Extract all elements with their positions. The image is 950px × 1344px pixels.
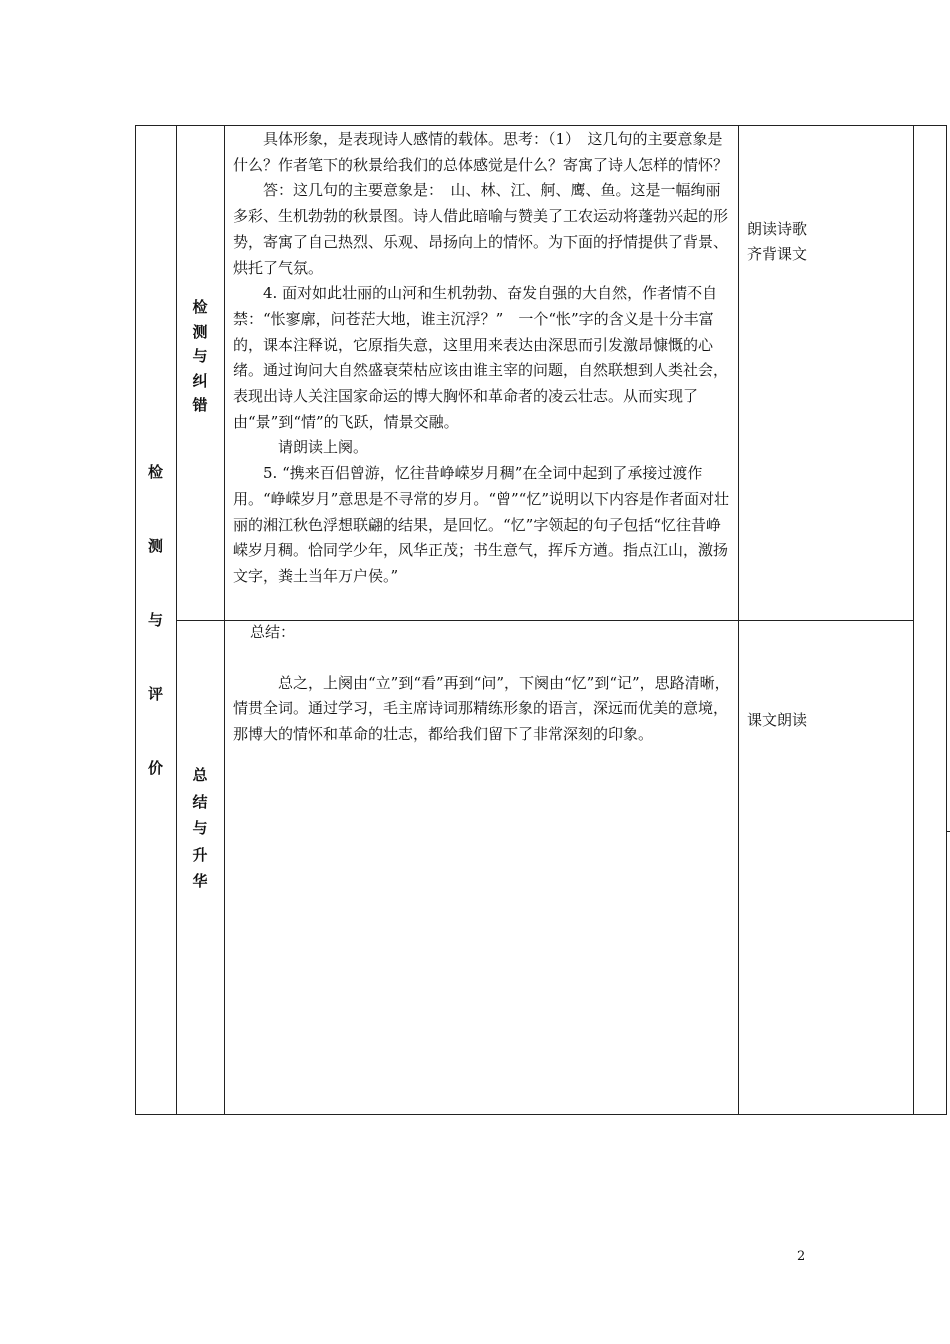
content-paragraph: 具体形象，是表现诗人感情的载体。思考：（1） 这几句的主要意象是什么？作者笔下的秋景给我们的总体感觉是什么？寄寓了诗人怎样的情怀？ <box>233 130 729 174</box>
section-label-char: 测 <box>147 537 163 555</box>
content-paragraph: 4. 面对如此壮丽的山河和生机勃勃、奋发自强的大自然，作者情不自禁：“怅寥廓，问苍茫大地，谁主沉浮？” 一个“怅”字的含义是十分丰富的，课本注释说，它原指失意，这里用来表达由深思而引发激昂慷慨的心绪。通过询问大自然盛衰荣枯应该由谁主宰的问题，自然联想到人类社会，表现出诗人关注国家命运的博大胸怀和革命者的凌云壮志。从而实现了由“景”到“情”的飞跃，情景交融。 <box>233 284 729 431</box>
section-label-char: 与 <box>147 611 163 629</box>
stage-label-char: 与 <box>192 347 208 365</box>
activity-line: 齐背课文 <box>747 245 808 263</box>
section-label-char: 评 <box>147 685 163 703</box>
stage-label-char: 结 <box>192 792 208 811</box>
table-edge <box>914 1114 946 1115</box>
content-paragraph: 请朗读上阕。 <box>278 438 369 457</box>
stage-label-char: 纠 <box>192 371 208 390</box>
stage-label-char: 错 <box>192 396 208 414</box>
activity-line: 朗读诗歌 <box>747 220 808 238</box>
table-edge <box>946 125 947 1115</box>
stage-label-char: 总 <box>192 766 208 784</box>
content-paragraph: 答：这几句的主要意象是： 山、林、江、舸、鹰、鱼。这是一幅绚丽多彩、生机勃勃的秋景图。诗人借此暗喻与赞美了工农运动将蓬勃兴起的形势，寄寓了自己热烈、乐观、昂扬向上的情怀。为下面的抒情提供了背景、烘托了气氛。 <box>233 181 729 277</box>
stage-label-char: 华 <box>192 872 208 890</box>
row-summary-activity <box>747 708 907 733</box>
table-edge <box>946 831 950 832</box>
row-check-activity <box>747 217 907 267</box>
stage-label-char: 检 <box>192 298 208 316</box>
section-label-char: 价 <box>147 759 163 777</box>
stage-label-check <box>176 295 224 418</box>
stage-label-char: 与 <box>192 819 208 837</box>
section-label <box>136 461 175 831</box>
activity-line: 课文朗读 <box>747 711 808 729</box>
row-summary-content <box>233 620 730 748</box>
stage-label-char: 升 <box>192 845 208 864</box>
row-check-content <box>233 127 730 590</box>
stage-label-char: 测 <box>192 322 208 341</box>
table-edge <box>914 125 946 126</box>
summary-heading: 总结： <box>250 623 296 641</box>
section-label-char: 检 <box>147 463 163 481</box>
content-paragraph: 5. “携来百侣曾游，忆往昔峥嵘岁月稠”在全词中起到了承接过渡作用。“峥嵘岁月”意思是不寻常的岁月。“曾”“忆”说明以下内容是作者面对壮丽的湘江秋色浮想联翩的结果，是回忆。“忆”字领起的句子包括“忆往昔峥嵘岁月稠。恰同学少年，风华正茂；书生意气，挥斥方遒。指点江山，激扬文字，粪土当年万户侯。” <box>233 464 730 585</box>
stage-label-summary <box>176 762 224 895</box>
page-number: 2 <box>797 1249 806 1264</box>
content-paragraph: 总之，上阕由“立”到“看”再到“问”，下阕由“忆”到“记”，思路清晰，情贯全词。通过学习，毛主席诗词那精练形象的语言，深远而优美的意境，那博大的情怀和革命的壮志，都给我们留下了非常深刻的印象。 <box>233 673 730 744</box>
